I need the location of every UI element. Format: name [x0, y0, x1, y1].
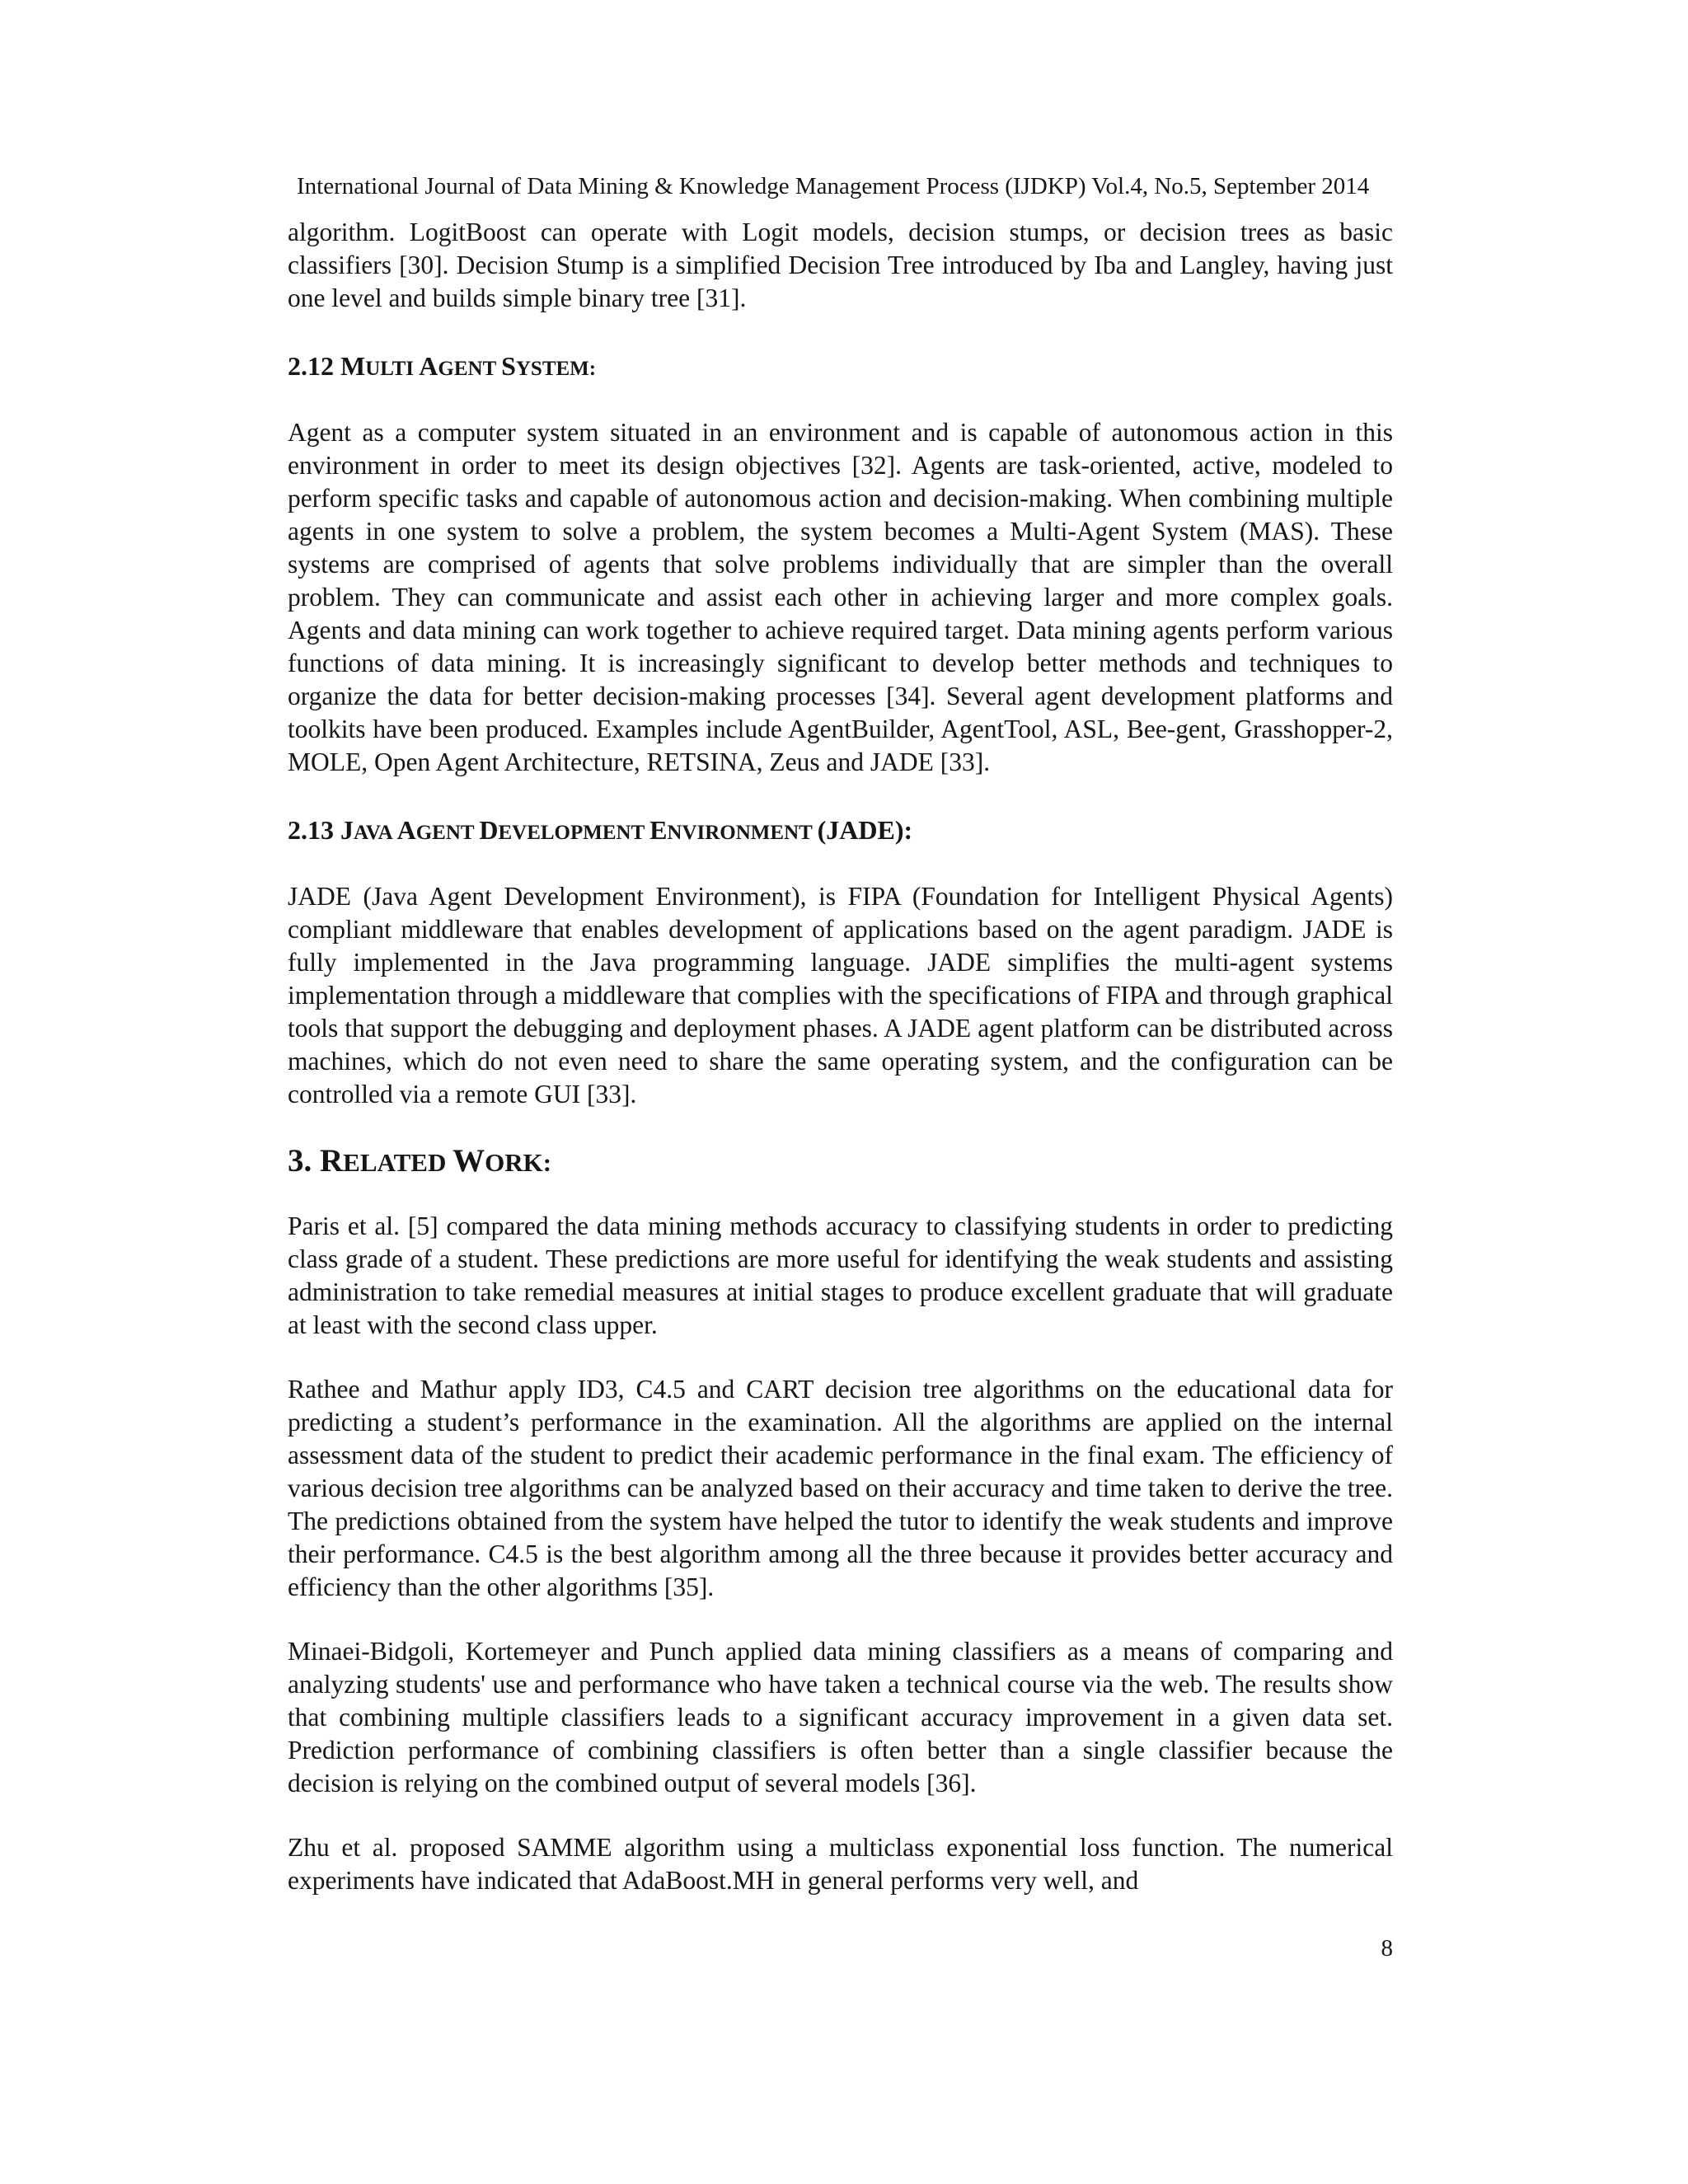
- heading-word-initial: E: [649, 815, 668, 845]
- heading-word-rest: AVA: [354, 822, 397, 844]
- section-heading-2-13: [288, 813, 1393, 850]
- section-number: 2.13: [288, 815, 340, 845]
- heading-word-initial: S: [501, 351, 516, 381]
- heading-word-initial: M: [340, 351, 366, 381]
- page-number: 8: [1381, 1935, 1393, 1961]
- heading-word-rest: YSTEM:: [515, 358, 597, 380]
- heading-word-initial: J: [340, 815, 354, 845]
- heading-word-rest: ELATED: [343, 1148, 453, 1177]
- section-number: 3.: [288, 1143, 320, 1179]
- heading-word-rest: ULTI: [365, 358, 420, 380]
- heading-word-rest: GENT: [415, 822, 480, 844]
- related-work-paragraph: Zhu et al. proposed SAMME algorithm using a multiclass exponential loss function. The numerical experiments have indicated that AdaBoost.MH in general performs very well, and: [288, 1833, 1393, 1895]
- related-work-paragraph: Paris et al. [5] compared the data mining methods accuracy to classifying students in order to predicting class grade of a student. These predictions are more useful for identifying the weak students and assisting administration to take remedial measures at initial stages to produce excellent graduate that will graduate at least with the second class upper.: [288, 1212, 1393, 1339]
- running-header: International Journal of Data Mining & Knowledge Management Process (IJDKP) Vol.4, No.5, September 2014: [297, 173, 1370, 199]
- heading-word-rest: NVIRONMENT: [667, 822, 818, 844]
- page-body: [288, 216, 1393, 1897]
- related-work-paragraph: Rathee and Mathur apply ID3, C4.5 and CART decision tree algorithms on the educational data for predicting a student’s performance in the examination. All the algorithms are applied on the internal assessment data of the student to predict their academic performance in the final exam. The efficiency of various decision tree algorithms can be analyzed based on their accuracy and time taken to derive the tree. The predictions obtained from the system have helped the tutor to identify the weak students and improve their performance. C4.5 is the best algorithm among all the three because it provides better accuracy and efficiency than the other algorithms [35].: [288, 1375, 1393, 1601]
- section-heading-3: [288, 1142, 1393, 1182]
- heading-word-initial: W: [452, 1143, 485, 1179]
- heading-word-initial: R: [320, 1143, 344, 1179]
- section-number: 2.12: [288, 351, 340, 381]
- heading-word-rest: ORK:: [485, 1148, 552, 1177]
- heading-word-acronym: (JADE):: [817, 815, 913, 845]
- section-heading-2-12: [288, 349, 1393, 386]
- intro-paragraph: algorithm. LogitBoost can operate with Logit models, decision stumps, or decision trees as basic classifiers [30]. Decision Stump is a simplified Decision Tree introduced by Iba and Langley, having just one level and builds simple binary tree [31].: [288, 218, 1393, 312]
- heading-word-initial: A: [396, 815, 416, 845]
- heading-word-initial: D: [479, 815, 499, 845]
- jade-paragraph: JADE (Java Agent Development Environment), is FIPA (Foundation for Intelligent Physical Agents) compliant middleware that enables development of applications based on the agent paradigm. JADE is fully implemented in the Java programming language. JADE simplifies the multi-agent systems implementation through a middleware that complies with the specifications of FIPA and through graphical tools that support the debugging and deployment phases. A JADE agent platform can be distributed across machines, which do not even need to share the same operating system, and the configuration can be controlled via a remote GUI [33].: [288, 882, 1393, 1108]
- heading-word-rest: GENT: [438, 358, 502, 380]
- mas-paragraph: Agent as a computer system situated in an environment and is capable of autonomous action in this environment in order to meet its design objectives [32]. Agents are task-oriented, active, modeled to perform specific tasks and capable of autonomous action and decision-making. When combining multiple agents in one system to solve a problem, the system becomes a Multi-Agent System (MAS). These systems are comprised of agents that solve problems individually that are simpler than the overall problem. They can communicate and assist each other in achieving larger and more complex goals. Agents and data mining can work together to achieve required target. Data mining agents perform various functions of data mining. It is increasingly significant to develop better methods and techniques to organize the data for better decision-making processes [34]. Several agent development platforms and toolkits have been produced. Examples include AgentBuilder, AgentTool, ASL, Bee-gent, Grasshopper-2, MOLE, Open Agent Architecture, RETSINA, Zeus and JADE [33].: [288, 418, 1393, 776]
- related-work-paragraph: Minaei-Bidgoli, Kortemeyer and Punch applied data mining classifiers as a means of comparing and analyzing students' use and performance who have taken a technical course via the web. The results show that combining multiple classifiers leads to a significant accuracy improvement in a given data set. Prediction performance of combining classifiers is often better than a single classifier because the decision is relying on the combined output of several models [36].: [288, 1637, 1393, 1797]
- heading-word-initial: A: [419, 351, 438, 381]
- heading-word-rest: EVELOPMENT: [498, 822, 650, 844]
